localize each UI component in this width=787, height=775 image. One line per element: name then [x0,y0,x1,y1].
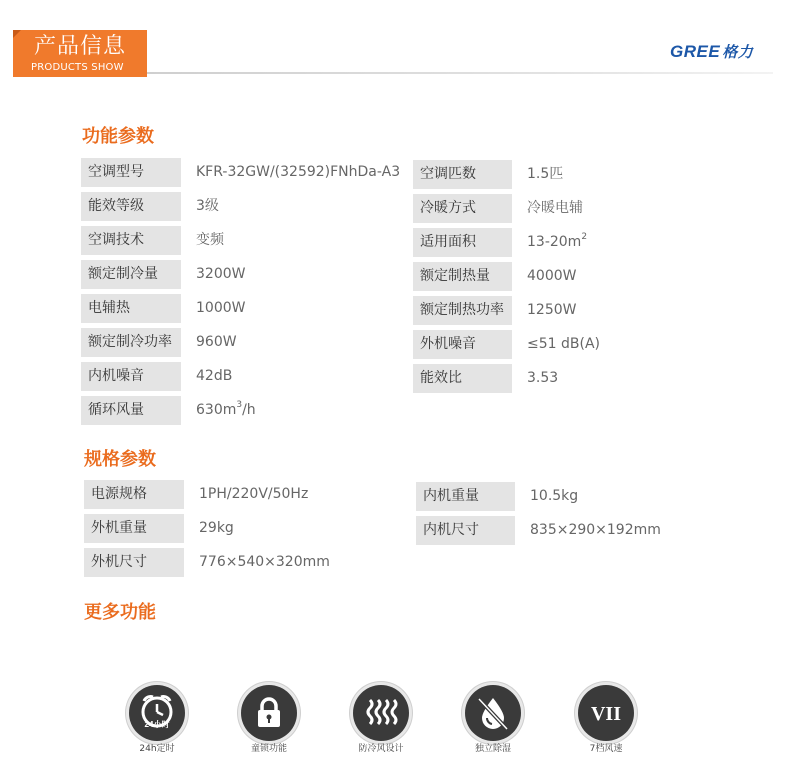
header-tab-fold [13,30,21,38]
airflow-number: 630m [196,402,237,418]
page-title: 产品信息 [34,34,127,59]
param-value: 1250W [527,302,577,318]
spec-value: 10.5kg [530,488,579,504]
param-value: 1.5匹 [527,166,564,182]
area-number: 13-20m [527,234,582,250]
spec-value: 776×540×320mm [199,554,330,570]
param-label: 额定制冷功率 [81,328,181,357]
param-label: 额定制冷量 [81,260,181,289]
spec-label: 电源规格 [84,480,184,509]
brand-logo-cn: 格力 [722,44,754,61]
brand-logo-text: GREE [670,42,721,61]
feature-label: 24h定时 [139,744,175,754]
param-value: 1000W [196,300,246,316]
section-title-functional: 功能参数 [82,126,154,147]
spec-label: 内机尺寸 [416,516,515,545]
param-label: 空调匹数 [413,160,512,189]
param-value: 变频 [196,232,224,248]
spec-label: 内机重量 [416,482,515,511]
feature-label: 7档风速 [589,744,623,754]
seven-speed-text: VII [590,703,622,725]
brand-logo [670,41,753,62]
param-label: 外机噪音 [413,330,512,359]
alarm-clock-24h-icon [129,685,185,741]
param-value: KFR-32GW/(32592)FNhDa-A3 [196,164,401,180]
spec-label: 外机尺寸 [84,548,184,577]
section-title-spec: 规格参数 [84,449,156,470]
param-value: ≤51 dB(A) [527,336,600,352]
param-value-area [527,228,587,257]
param-label: 空调型号 [81,158,181,187]
spec-value: 835×290×192mm [530,522,661,538]
param-value: 冷暖电辅 [527,200,583,216]
area-exponent: 2 [581,232,588,242]
no-drip-icon [465,685,521,741]
feature-label: 独立除湿 [474,744,511,754]
param-label: 能效等级 [81,192,181,221]
page-subtitle: PRODUCTS SHOW [31,62,124,73]
param-label: 电辅热 [81,294,181,323]
param-value: 960W [196,334,237,350]
spec-value: 29kg [199,520,234,536]
airflow-unit: /h [242,402,256,418]
param-label: 额定制热功率 [413,296,512,325]
param-value: 3200W [196,266,246,282]
header-divider [147,72,773,74]
param-value: 42dB [196,368,233,384]
section-title-more: 更多功能 [84,602,156,623]
param-value: 4000W [527,268,577,284]
feature-label: 童锁功能 [250,744,287,754]
param-label: 冷暖方式 [413,194,512,223]
airflow-exponent: 3 [236,400,243,410]
alarm-badge-text: 24小时 [144,720,170,729]
wind-waves-icon [353,685,409,741]
param-label: 额定制热量 [413,262,512,291]
param-label: 适用面积 [413,228,512,257]
spec-value: 1PH/220V/50Hz [199,486,309,502]
param-label: 内机噪音 [81,362,181,391]
seven-speed-icon [578,685,634,741]
param-value-airflow [196,396,256,425]
param-label: 循环风量 [81,396,181,425]
padlock-icon [241,685,297,741]
param-label: 空调技术 [81,226,181,255]
feature-label: 防冷风设计 [358,744,404,754]
spec-label: 外机重量 [84,514,184,543]
param-value: 3.53 [527,370,559,386]
param-label: 能效比 [413,364,512,393]
param-value: 3级 [196,198,219,214]
